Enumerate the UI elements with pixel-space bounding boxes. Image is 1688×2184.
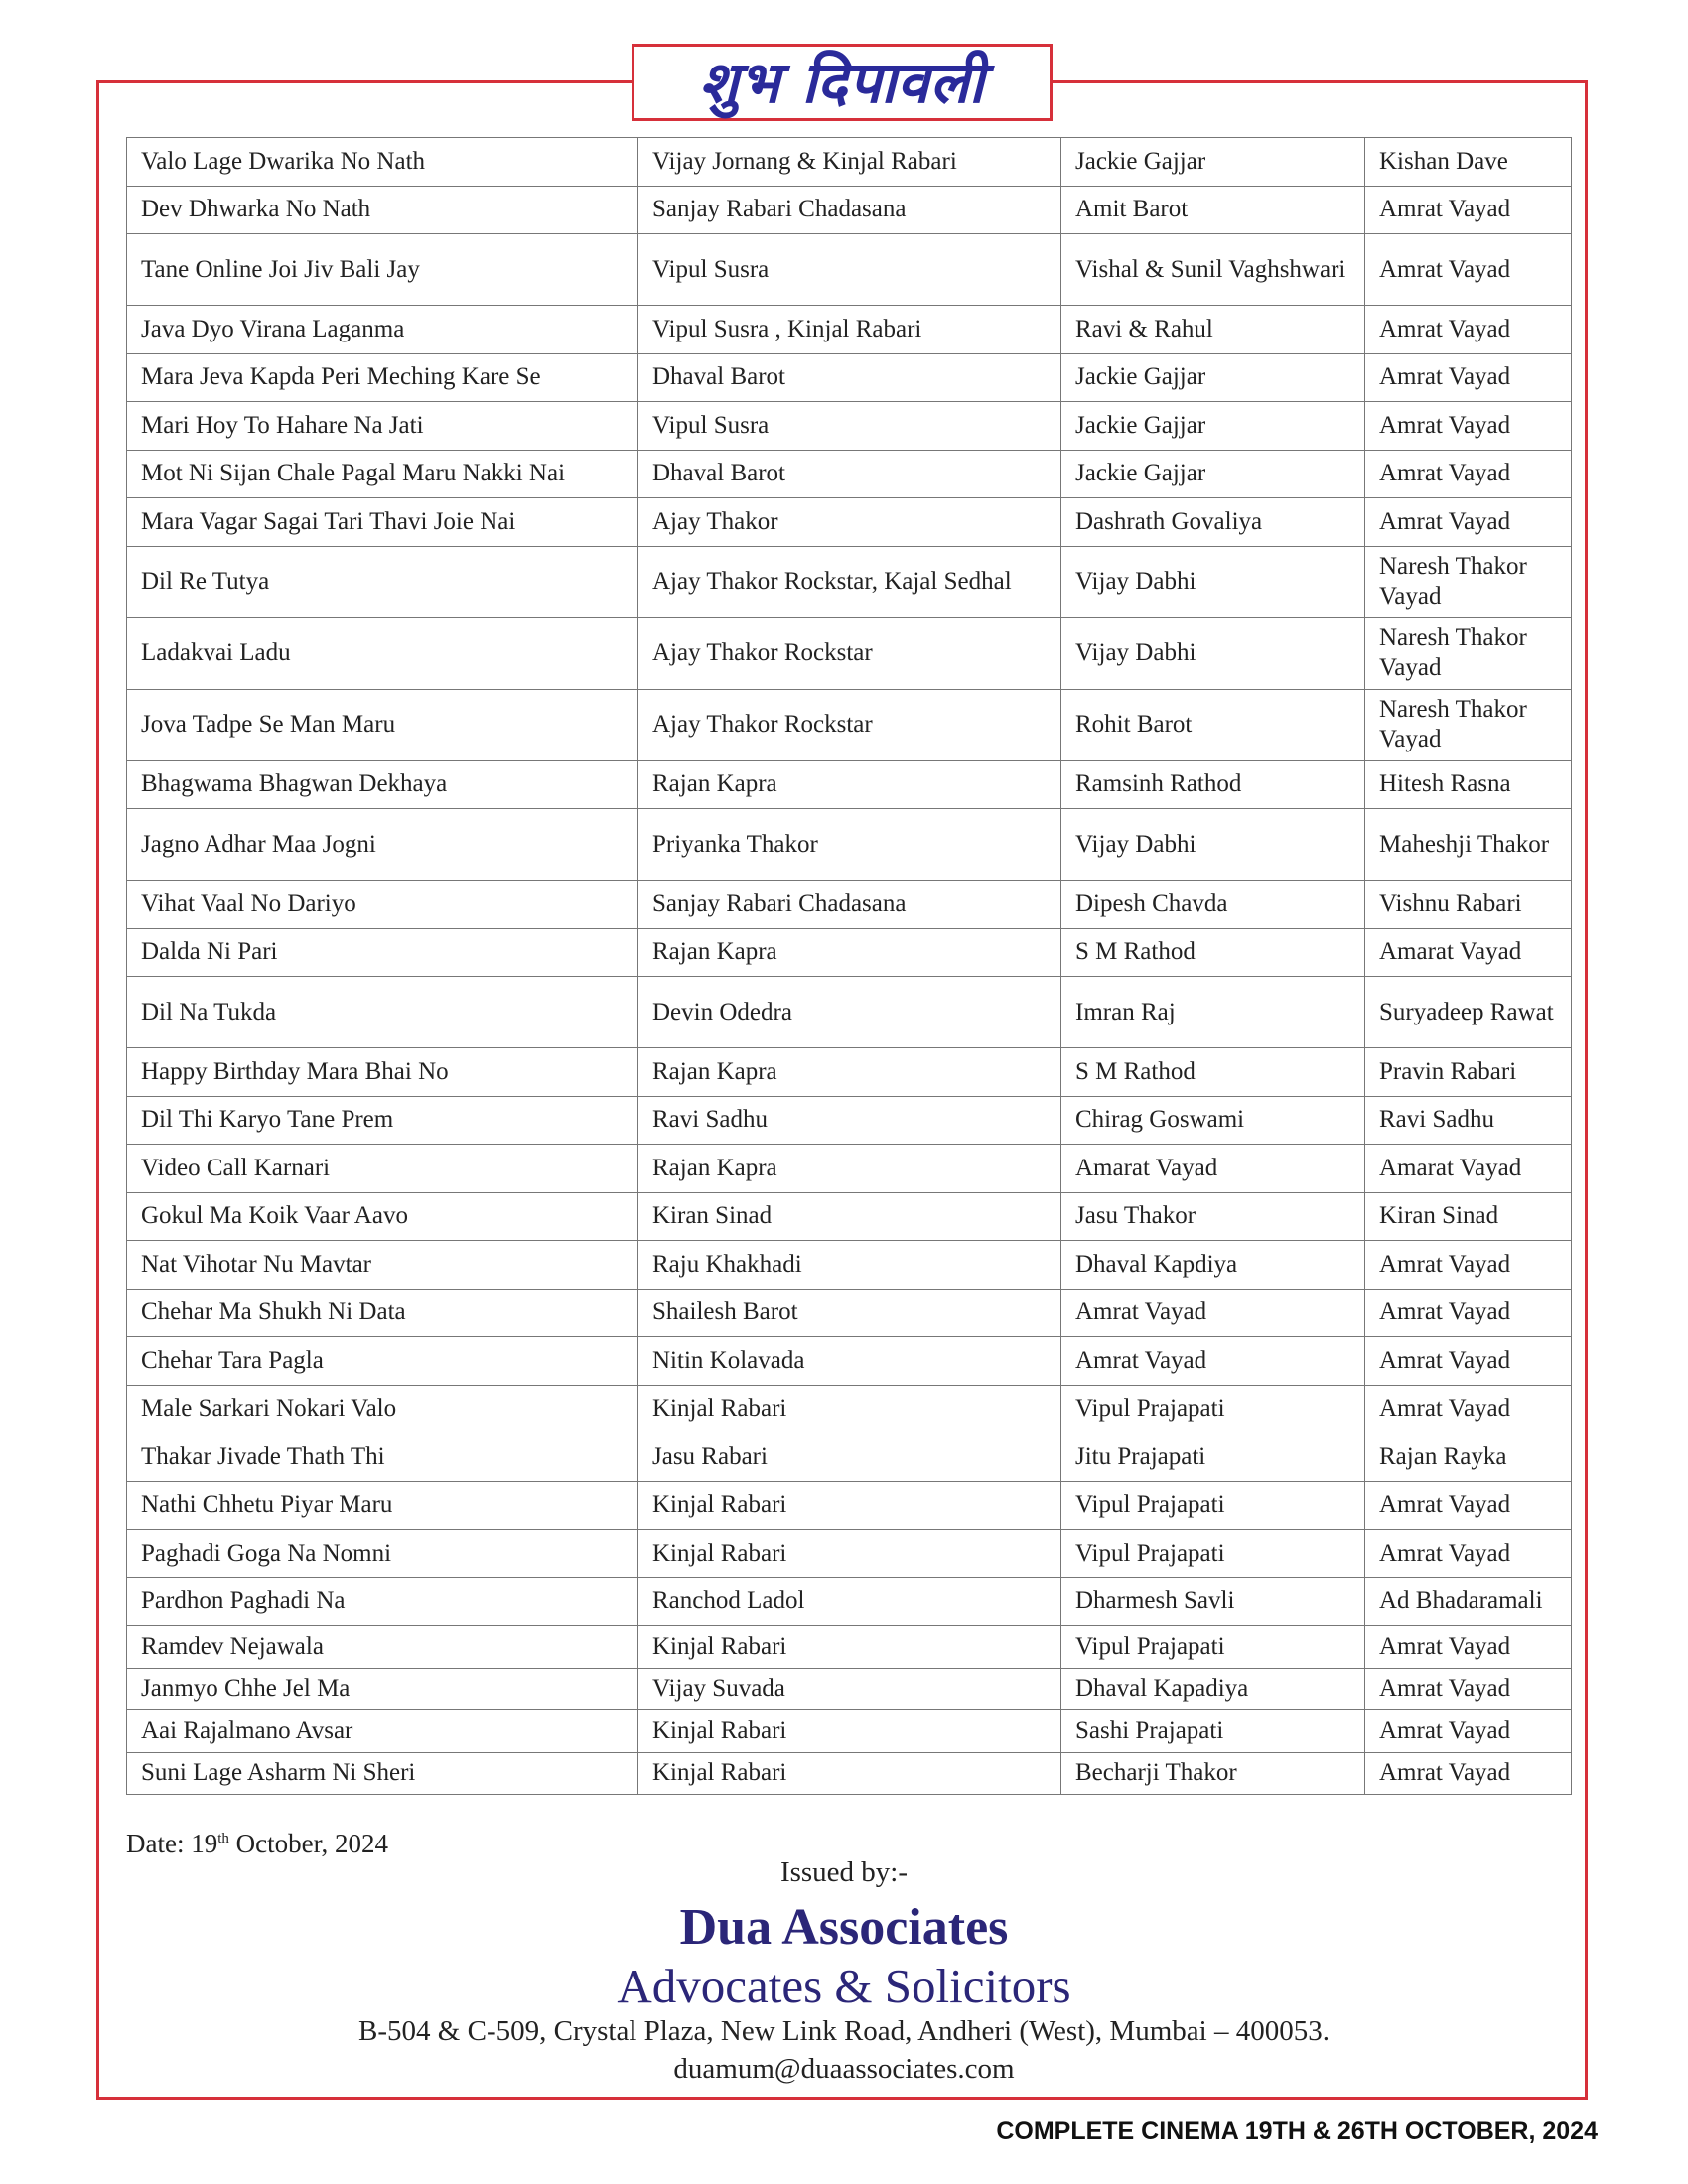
- song-cell: Dalda Ni Pari: [127, 928, 638, 977]
- singer-cell: Vipul Susra: [638, 402, 1061, 451]
- singer-cell: Ajay Thakor: [638, 498, 1061, 547]
- table-row: [127, 1752, 1572, 1795]
- singer-cell: Priyanka Thakor: [638, 809, 1061, 881]
- song-cell: Suni Lage Asharm Ni Sheri: [127, 1752, 638, 1795]
- lyrics-cell: Amrat Vayad: [1365, 1668, 1572, 1710]
- table-row: [127, 234, 1572, 306]
- music-cell: Amit Barot: [1061, 186, 1365, 234]
- lyrics-cell: Amrat Vayad: [1365, 450, 1572, 498]
- lyrics-cell: Amrat Vayad: [1365, 186, 1572, 234]
- songs-table-body: [127, 138, 1572, 1795]
- music-cell: Jackie Gajjar: [1061, 353, 1365, 402]
- firm-address: B-504 & C-509, Crystal Plaza, New Link Road, Andheri (West), Mumbai – 400053.: [358, 2015, 1330, 2047]
- table-row: [127, 1530, 1572, 1578]
- song-cell: Male Sarkari Nokari Valo: [127, 1385, 638, 1433]
- singer-cell: Vijay Jornang & Kinjal Rabari: [638, 138, 1061, 187]
- date-label: Date: 19: [126, 1829, 218, 1858]
- song-cell: Happy Birthday Mara Bhai No: [127, 1048, 638, 1097]
- song-cell: Dev Dhwarka No Nath: [127, 186, 638, 234]
- song-cell: Dil Re Tutya: [127, 546, 638, 617]
- music-cell: Amarat Vayad: [1061, 1145, 1365, 1193]
- table-row: [127, 498, 1572, 547]
- table-row: [127, 1337, 1572, 1386]
- table-row: [127, 1577, 1572, 1626]
- singer-cell: Rajan Kapra: [638, 1145, 1061, 1193]
- date-rest: October, 2024: [228, 1829, 389, 1858]
- lyrics-cell: Amrat Vayad: [1365, 306, 1572, 354]
- lyrics-cell: Amrat Vayad: [1365, 498, 1572, 547]
- table-row: [127, 760, 1572, 809]
- song-cell: Nat Vihotar Nu Mavtar: [127, 1241, 638, 1290]
- music-cell: Jasu Thakor: [1061, 1192, 1365, 1241]
- music-cell: Amrat Vayad: [1061, 1337, 1365, 1386]
- music-cell: Dharmesh Savli: [1061, 1577, 1365, 1626]
- song-cell: Mot Ni Sijan Chale Pagal Maru Nakki Nai: [127, 450, 638, 498]
- singer-cell: Ranchod Ladol: [638, 1577, 1061, 1626]
- singer-cell: Ajay Thakor Rockstar, Kajal Sedhal: [638, 546, 1061, 617]
- table-row: [127, 928, 1572, 977]
- table-row: [127, 1289, 1572, 1337]
- song-cell: Java Dyo Virana Laganma: [127, 306, 638, 354]
- singer-cell: Kinjal Rabari: [638, 1626, 1061, 1669]
- singer-cell: Sanjay Rabari Chadasana: [638, 881, 1061, 929]
- music-cell: Jackie Gajjar: [1061, 138, 1365, 187]
- singer-cell: Shailesh Barot: [638, 1289, 1061, 1337]
- song-cell: Paghadi Goga Na Nomni: [127, 1530, 638, 1578]
- lyrics-cell: Naresh Thakor Vayad: [1365, 617, 1572, 689]
- table-row: [127, 546, 1572, 617]
- table-row: [127, 353, 1572, 402]
- music-cell: Vipul Prajapati: [1061, 1385, 1365, 1433]
- music-cell: Amrat Vayad: [1061, 1289, 1365, 1337]
- firm-email: duamum@duaassociates.com: [673, 2053, 1015, 2085]
- diwali-banner: [632, 44, 1053, 121]
- lyrics-cell: Amrat Vayad: [1365, 1752, 1572, 1795]
- music-cell: Vipul Prajapati: [1061, 1481, 1365, 1530]
- lyrics-cell: Amrat Vayad: [1365, 402, 1572, 451]
- singer-cell: Rajan Kapra: [638, 928, 1061, 977]
- table-row: [127, 1668, 1572, 1710]
- song-cell: Video Call Karnari: [127, 1145, 638, 1193]
- music-cell: S M Rathod: [1061, 1048, 1365, 1097]
- lyrics-cell: Maheshji Thakor: [1365, 809, 1572, 881]
- song-cell: Vihat Vaal No Dariyo: [127, 881, 638, 929]
- song-cell: Gokul Ma Koik Vaar Aavo: [127, 1192, 638, 1241]
- lyrics-cell: Rajan Rayka: [1365, 1433, 1572, 1482]
- table-row: [127, 450, 1572, 498]
- singer-cell: Vipul Susra , Kinjal Rabari: [638, 306, 1061, 354]
- singer-cell: Devin Odedra: [638, 977, 1061, 1048]
- song-cell: Bhagwama Bhagwan Dekhaya: [127, 760, 638, 809]
- singer-cell: Ajay Thakor Rockstar: [638, 617, 1061, 689]
- music-cell: Dashrath Govaliya: [1061, 498, 1365, 547]
- table-row: [127, 1048, 1572, 1097]
- lyrics-cell: Amrat Vayad: [1365, 234, 1572, 306]
- firm-subtitle: Advocates & Solicitors: [617, 1959, 1071, 2013]
- singer-cell: Kinjal Rabari: [638, 1481, 1061, 1530]
- table-row: [127, 809, 1572, 881]
- lyrics-cell: Amrat Vayad: [1365, 1241, 1572, 1290]
- song-cell: Jova Tadpe Se Man Maru: [127, 689, 638, 760]
- singer-cell: Vijay Suvada: [638, 1668, 1061, 1710]
- music-cell: Sashi Prajapati: [1061, 1710, 1365, 1753]
- lyrics-cell: Amrat Vayad: [1365, 1337, 1572, 1386]
- music-cell: Vipul Prajapati: [1061, 1626, 1365, 1669]
- singer-cell: Kiran Sinad: [638, 1192, 1061, 1241]
- lyrics-cell: Kiran Sinad: [1365, 1192, 1572, 1241]
- lyrics-cell: Amarat Vayad: [1365, 928, 1572, 977]
- music-cell: Rohit Barot: [1061, 689, 1365, 760]
- lyrics-cell: Amrat Vayad: [1365, 353, 1572, 402]
- song-cell: Dil Thi Karyo Tane Prem: [127, 1096, 638, 1145]
- table-row: [127, 1710, 1572, 1753]
- song-cell: Tane Online Joi Jiv Bali Jay: [127, 234, 638, 306]
- singer-cell: Kinjal Rabari: [638, 1385, 1061, 1433]
- singer-cell: Rajan Kapra: [638, 760, 1061, 809]
- music-cell: Jackie Gajjar: [1061, 402, 1365, 451]
- song-cell: Nathi Chhetu Piyar Maru: [127, 1481, 638, 1530]
- song-cell: Ladakvai Ladu: [127, 617, 638, 689]
- lyrics-cell: Pravin Rabari: [1365, 1048, 1572, 1097]
- lyrics-cell: Vishnu Rabari: [1365, 881, 1572, 929]
- song-cell: Janmyo Chhe Jel Ma: [127, 1668, 638, 1710]
- table-row: [127, 617, 1572, 689]
- banner-text: शुभ दिपावली: [699, 49, 985, 116]
- table-row: [127, 977, 1572, 1048]
- singer-cell: Dhaval Barot: [638, 450, 1061, 498]
- lyrics-cell: Ravi Sadhu: [1365, 1096, 1572, 1145]
- table-row: [127, 306, 1572, 354]
- singer-cell: Ajay Thakor Rockstar: [638, 689, 1061, 760]
- music-cell: Dipesh Chavda: [1061, 881, 1365, 929]
- song-cell: Dil Na Tukda: [127, 977, 638, 1048]
- music-cell: Jitu Prajapati: [1061, 1433, 1365, 1482]
- table-row: [127, 1241, 1572, 1290]
- table-row: [127, 1481, 1572, 1530]
- singer-cell: Kinjal Rabari: [638, 1752, 1061, 1795]
- table-row: [127, 186, 1572, 234]
- lyrics-cell: Amarat Vayad: [1365, 1145, 1572, 1193]
- music-cell: Ravi & Rahul: [1061, 306, 1365, 354]
- table-row: [127, 1192, 1572, 1241]
- music-cell: Vipul Prajapati: [1061, 1530, 1365, 1578]
- lyrics-cell: Naresh Thakor Vayad: [1365, 689, 1572, 760]
- lyrics-cell: Amrat Vayad: [1365, 1626, 1572, 1669]
- music-cell: Becharji Thakor: [1061, 1752, 1365, 1795]
- lyrics-cell: Suryadeep Rawat: [1365, 977, 1572, 1048]
- singer-cell: Kinjal Rabari: [638, 1530, 1061, 1578]
- table-row: [127, 1145, 1572, 1193]
- music-cell: S M Rathod: [1061, 928, 1365, 977]
- singer-cell: Ravi Sadhu: [638, 1096, 1061, 1145]
- song-cell: Valo Lage Dwarika No Nath: [127, 138, 638, 187]
- singer-cell: Raju Khakhadi: [638, 1241, 1061, 1290]
- music-cell: Dhaval Kapadiya: [1061, 1668, 1365, 1710]
- issued-by: Issued by:-: [779, 1856, 909, 1888]
- music-cell: Vijay Dabhi: [1061, 809, 1365, 881]
- table-row: [127, 689, 1572, 760]
- songs-table: [126, 137, 1572, 1795]
- singer-cell: Vipul Susra: [638, 234, 1061, 306]
- date-ordinal: th: [217, 1831, 229, 1846]
- table-row: [127, 881, 1572, 929]
- publication-footer: COMPLETE CINEMA 19TH & 26TH OCTOBER, 2024: [996, 2117, 1598, 2145]
- music-cell: Dhaval Kapdiya: [1061, 1241, 1365, 1290]
- music-cell: Vishal & Sunil Vaghshwari: [1061, 234, 1365, 306]
- singer-cell: Sanjay Rabari Chadasana: [638, 186, 1061, 234]
- music-cell: Vijay Dabhi: [1061, 546, 1365, 617]
- table-row: [127, 1385, 1572, 1433]
- lyrics-cell: Naresh Thakor Vayad: [1365, 546, 1572, 617]
- notice-date: [126, 1829, 388, 1859]
- song-cell: Pardhon Paghadi Na: [127, 1577, 638, 1626]
- table-row: [127, 1626, 1572, 1669]
- table-row: [127, 1096, 1572, 1145]
- table-row: [127, 402, 1572, 451]
- singer-cell: Jasu Rabari: [638, 1433, 1061, 1482]
- song-cell: Chehar Ma Shukh Ni Data: [127, 1289, 638, 1337]
- song-cell: Mara Jeva Kapda Peri Meching Kare Se: [127, 353, 638, 402]
- lyrics-cell: Amrat Vayad: [1365, 1385, 1572, 1433]
- lyrics-cell: Amrat Vayad: [1365, 1530, 1572, 1578]
- music-cell: Imran Raj: [1061, 977, 1365, 1048]
- music-cell: Ramsinh Rathod: [1061, 760, 1365, 809]
- lyrics-cell: Ad Bhadaramali: [1365, 1577, 1572, 1626]
- lyrics-cell: Amrat Vayad: [1365, 1710, 1572, 1753]
- firm-name: Dua Associates: [679, 1899, 1009, 1956]
- singer-cell: Kinjal Rabari: [638, 1710, 1061, 1753]
- lyrics-cell: Kishan Dave: [1365, 138, 1572, 187]
- song-cell: Mari Hoy To Hahare Na Jati: [127, 402, 638, 451]
- song-cell: Mara Vagar Sagai Tari Thavi Joie Nai: [127, 498, 638, 547]
- song-cell: Aai Rajalmano Avsar: [127, 1710, 638, 1753]
- table-row: [127, 1433, 1572, 1482]
- song-cell: Ramdev Nejawala: [127, 1626, 638, 1669]
- song-cell: Jagno Adhar Maa Jogni: [127, 809, 638, 881]
- singer-cell: Rajan Kapra: [638, 1048, 1061, 1097]
- singer-cell: Nitin Kolavada: [638, 1337, 1061, 1386]
- music-cell: Chirag Goswami: [1061, 1096, 1365, 1145]
- song-cell: Thakar Jivade Thath Thi: [127, 1433, 638, 1482]
- lyrics-cell: Amrat Vayad: [1365, 1481, 1572, 1530]
- music-cell: Jackie Gajjar: [1061, 450, 1365, 498]
- singer-cell: Dhaval Barot: [638, 353, 1061, 402]
- lyrics-cell: Hitesh Rasna: [1365, 760, 1572, 809]
- music-cell: Vijay Dabhi: [1061, 617, 1365, 689]
- table-row: [127, 138, 1572, 187]
- lyrics-cell: Amrat Vayad: [1365, 1289, 1572, 1337]
- song-cell: Chehar Tara Pagla: [127, 1337, 638, 1386]
